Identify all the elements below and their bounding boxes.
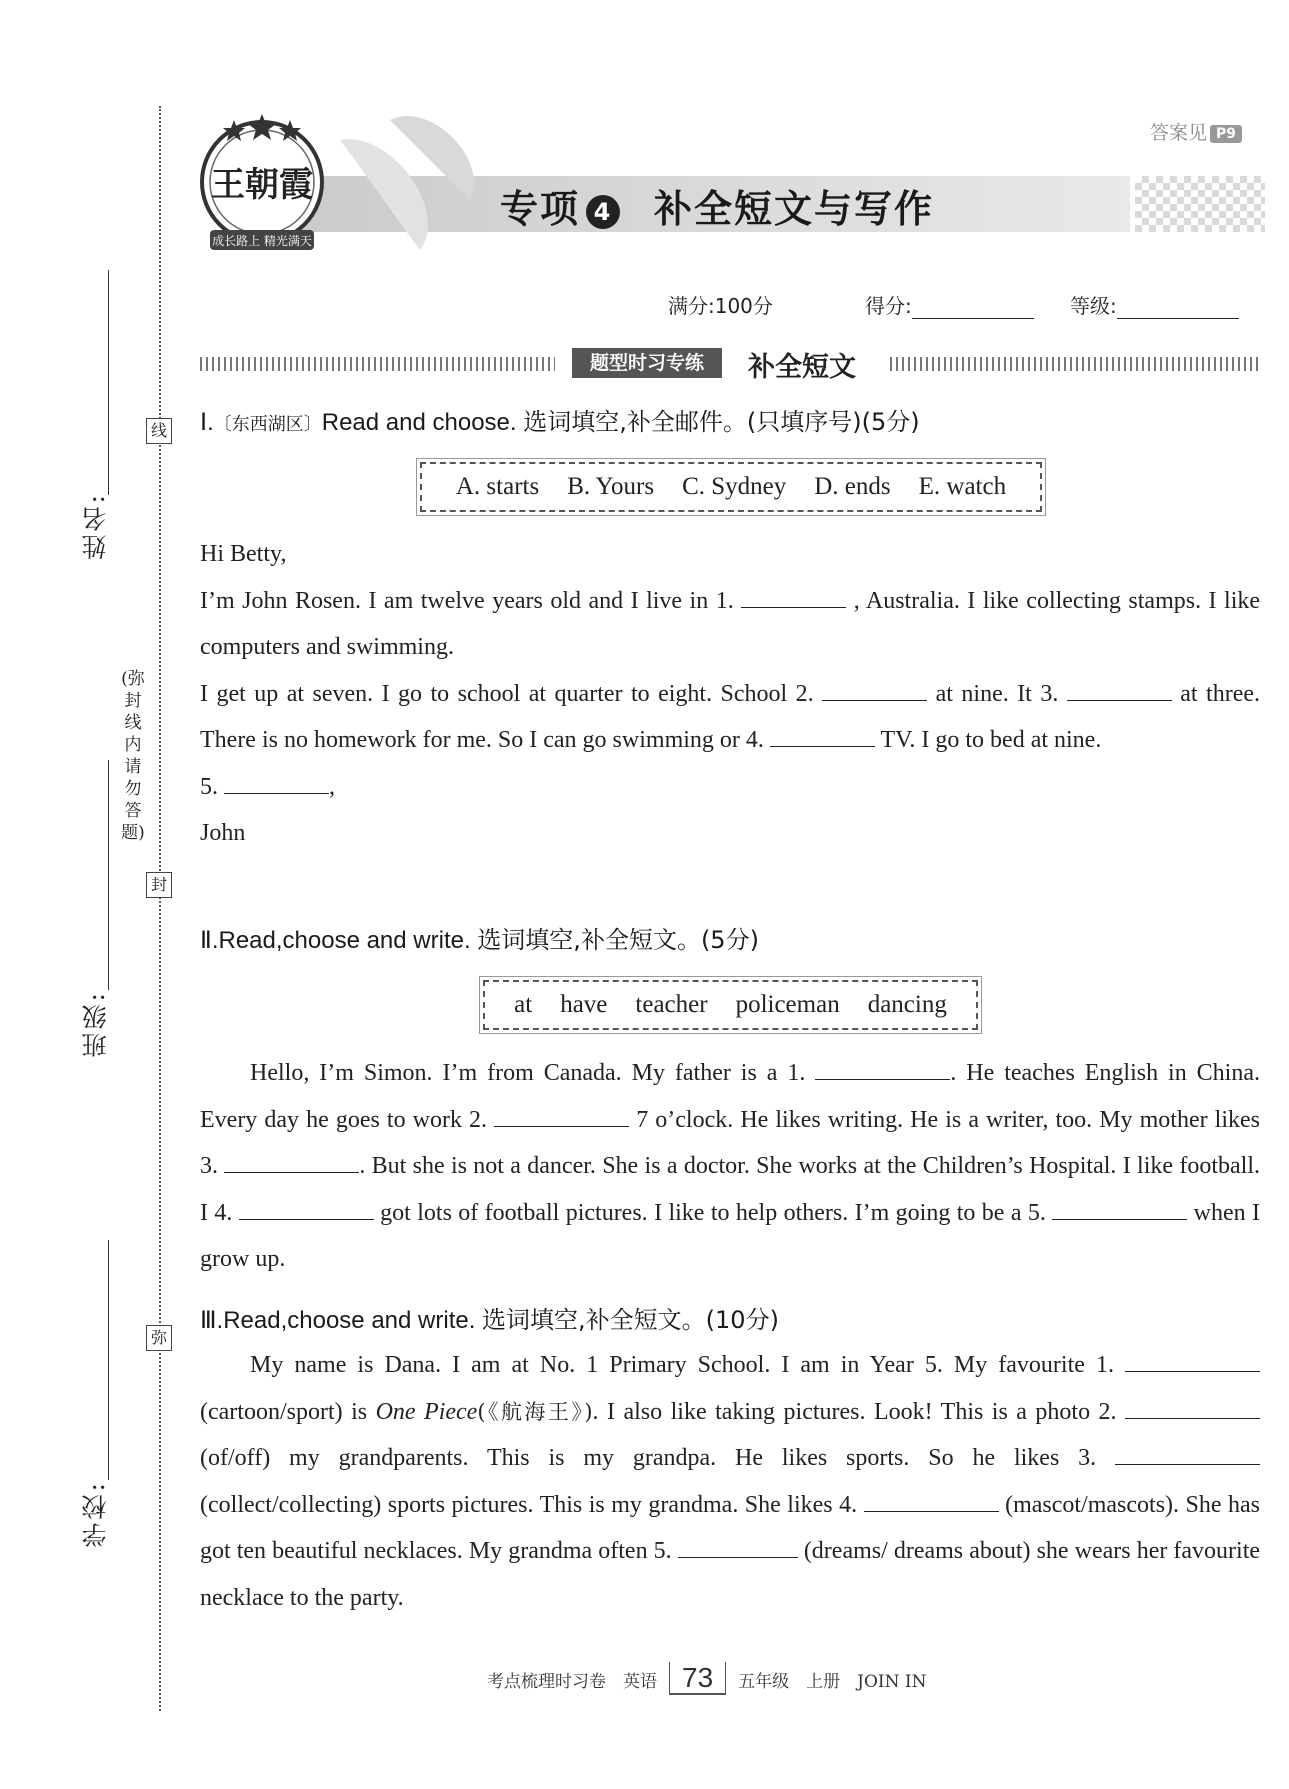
q2-passage [200,1050,1260,1283]
footer-grade: 五年级 上册 JOIN IN [738,1672,927,1692]
q2-blank-4[interactable] [239,1193,374,1220]
q2-option: policeman [735,991,840,1018]
grade-input-line[interactable] [1117,294,1239,319]
title-text: 补全短文与写作 [654,187,935,231]
q1-option: B. Yours [567,473,655,500]
score-input-line[interactable] [912,294,1034,319]
answer-page-badge: P9 [1210,125,1242,143]
ribbon-decoration [340,139,428,250]
q2-instruction-cn: 选词填空,补全短文。(5分) [477,926,759,954]
seal-mark-feng: 封 [146,872,172,898]
q1-option: E. watch [918,473,1007,500]
q1-blank-1[interactable] [741,581,846,608]
q2-blank-1[interactable] [815,1053,950,1080]
q1-region: 〔东西湖区〕 [213,414,322,435]
name-field-line[interactable] [108,270,109,495]
q1-greeting: Hi Betty, [200,541,287,567]
q3-blank-3[interactable] [1115,1438,1260,1465]
q1-signature: John [200,820,246,846]
q3-number: Ⅲ. [200,1307,224,1334]
q3-text: . I also like taking pictures. Look! This is a photo 2. [592,1398,1117,1425]
q1-closing-comma: , [329,773,335,800]
q2-option: at [514,991,533,1018]
class-label: 班级: [81,990,110,1058]
q1-text: at three. There is no homework for me. So I can go swimming or 4. [200,680,1261,753]
q1-blank-3[interactable] [1067,674,1172,701]
page-title [500,178,934,233]
seal-mark-mi: 弥 [146,1325,172,1351]
q2-text: . But she is not a dancer. She is a doctor. She works at the Children’s Hospital. I like football. I 4. [200,1153,1261,1226]
q1-text: at nine. It 3. [935,680,1059,707]
answer-ref-label: 答案见 [1150,122,1208,144]
q1-number: Ⅰ. [200,409,214,436]
q2-heading [200,920,759,955]
binding-dotted-line [159,106,161,1711]
q1-text: I get up at seven. I go to school at quarter to eight. School 2. [200,680,814,707]
section-hatch-left [200,357,555,371]
section-tag: 题型时习专练 [572,348,722,378]
name-label: 姓名: [81,492,110,560]
q3-blank-1[interactable] [1125,1345,1260,1372]
q1-option: C. Sydney [682,473,787,500]
q3-text: My name is Dana. I am at No. 1 Primary School. I am in Year 5. My favourite 1. [250,1352,1114,1378]
q3-title-cn: (《航海王》) [477,1399,593,1424]
q2-option: have [560,991,608,1018]
q3-instruction: Read,choose and write. [223,1307,483,1334]
q2-blank-2[interactable] [494,1100,629,1127]
page-footer [487,1662,927,1694]
q1-text: , Australia. I like collecting stamps. I like computers and swimming. [200,587,1261,660]
header-checker-pattern [1135,176,1265,232]
q1-blank-5[interactable] [224,767,329,794]
q3-blank-4[interactable] [864,1485,999,1512]
q3-text: (of/off) my grandparents. This is my grandpa. He likes sports. So he likes 3. [200,1445,1097,1471]
q2-text: Hello, I’m Simon. I’m from Canada. My father is a 1. [250,1060,806,1086]
q1-text: I’m John Rosen. I am twelve years old and I live in 1. [200,587,734,614]
q1-heading [200,402,920,437]
q3-text: (dreams/ dreams about) she wears her favourite necklace to the party. [200,1538,1261,1611]
q3-paragraph [200,1342,1260,1621]
q1-blank-2[interactable] [822,674,927,701]
q1-instruction-cn: 选词填空,补全邮件。(只填序号)(5分) [523,408,920,436]
grade-field [1070,290,1239,319]
q2-text: 7 o’clock. He likes writing. He is a writer, too. My mother likes 3. [200,1106,1261,1179]
title-prefix: 专项 [500,187,581,231]
q1-option: A. starts [455,473,540,500]
q3-title-italic: One Piece [375,1398,478,1425]
section-hatch-right [890,357,1260,371]
q3-text: (cartoon/sport) is [200,1398,376,1425]
brand-logo [190,100,480,260]
school-field-line[interactable] [108,1240,109,1480]
q3-blank-2[interactable] [1125,1392,1260,1419]
q3-text: (collect/collecting) sports pictures. This is my grandma. She likes 4. [200,1491,858,1518]
footer-book-title: 考点梳理时习卷 英语 [487,1672,657,1692]
q2-instruction: Read,choose and write. [218,927,478,954]
q1-blank-4[interactable] [770,720,875,747]
q2-text: when I grow up. [200,1199,1261,1272]
q1-paragraph-1 [200,578,1260,671]
q3-instruction-cn: 选词填空,补全短文。(10分) [482,1306,779,1334]
title-number-badge: 4 [586,195,620,229]
school-label: 学校: [81,1480,110,1548]
q2-word-box [483,980,978,1030]
q2-text: . He teaches English in China. Every day he goes to work 2. [200,1060,1261,1133]
q3-passage [200,1342,1260,1621]
score-field [865,290,1034,319]
q2-option: teacher [635,991,708,1018]
q2-option: dancing [867,991,947,1018]
q2-blank-5[interactable] [1052,1193,1187,1220]
q2-blank-3[interactable] [224,1146,359,1173]
q1-passage [200,531,1260,857]
grade-label: 等级: [1070,294,1117,318]
q1-paragraph-2 [200,671,1260,764]
q1-option: D. ends [814,473,891,500]
seal-mark-xian: 线 [146,418,172,444]
q3-text: (mascot/mascots). She has got ten beautiful necklaces. My grandma often 5. [200,1491,1260,1564]
full-score: 满分:100分 [668,294,773,318]
logo-motto: 成长路上 精光满天 [212,234,312,248]
q1-closing [200,764,1260,811]
logo-name: 王朝霞 [211,165,313,205]
class-field-line[interactable] [108,760,109,990]
q1-closing-number: 5. [200,773,218,800]
q1-instruction: Read and choose. [321,409,524,436]
section-title: 补全短文 [748,352,856,383]
q3-heading [200,1300,779,1335]
q1-word-box [420,462,1042,512]
page-number: 73 [669,1662,726,1695]
answer-reference [1150,118,1242,145]
score-label: 得分: [865,294,912,318]
seal-notice: (弥封线内请勿答题) [121,669,145,843]
q1-text: TV. I go to bed at nine. [880,727,1102,753]
q2-text: got lots of football pictures. I like to help others. I’m going to be a 5. [380,1199,1046,1226]
q3-blank-5[interactable] [678,1531,798,1558]
q2-paragraph [200,1050,1260,1283]
q2-number: Ⅱ. [200,927,219,954]
